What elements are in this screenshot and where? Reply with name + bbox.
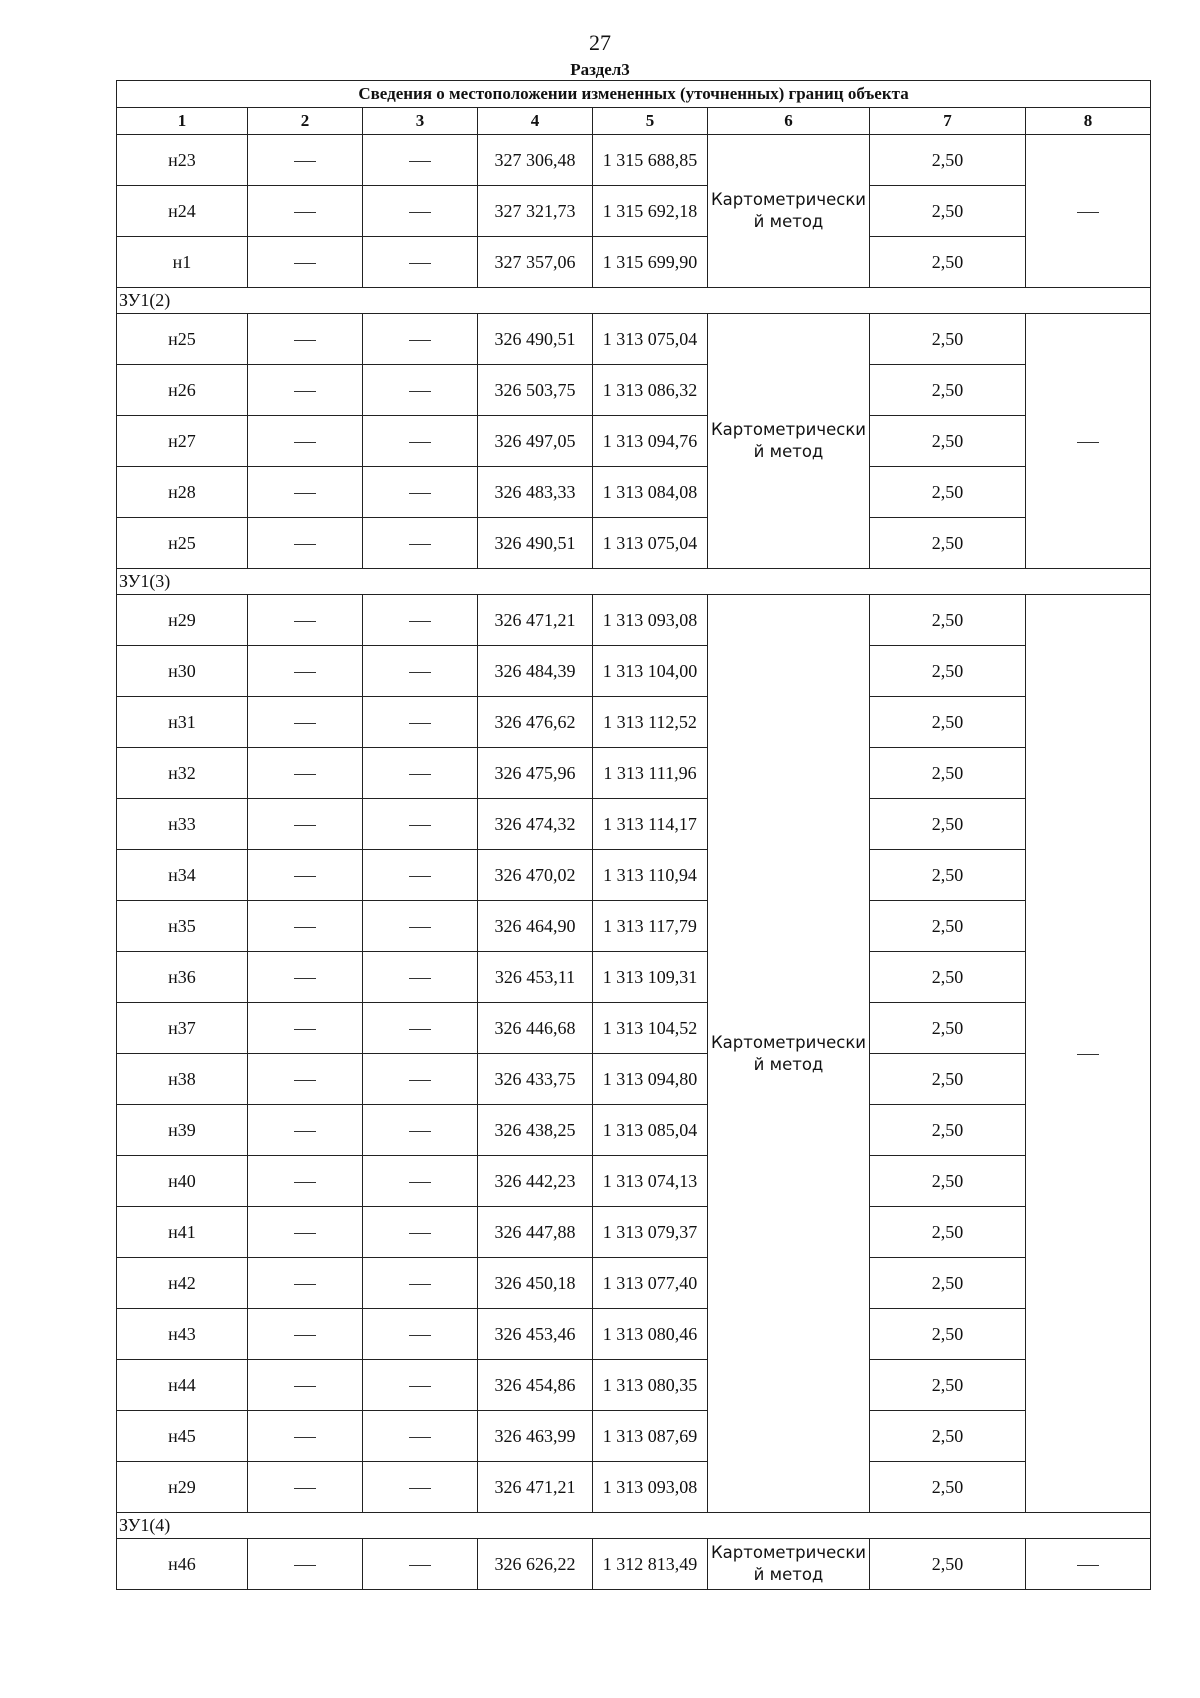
table-row bbox=[117, 1462, 1151, 1513]
y-coordinate-cell: 1 313 114,17 bbox=[593, 799, 708, 850]
accuracy-cell: 2,50 bbox=[870, 1309, 1026, 1360]
table-row bbox=[117, 952, 1151, 1003]
empty-value-cell bbox=[363, 1309, 478, 1360]
point-id-cell: н41 bbox=[117, 1207, 248, 1258]
table-row bbox=[117, 1054, 1151, 1105]
empty-value-cell bbox=[363, 595, 478, 646]
point-id-cell: н44 bbox=[117, 1360, 248, 1411]
x-coordinate-cell: 326 471,21 bbox=[478, 595, 593, 646]
y-coordinate-cell: 1 313 075,04 bbox=[593, 314, 708, 365]
column-number: 1 bbox=[117, 108, 248, 135]
y-coordinate-cell: 1 313 074,13 bbox=[593, 1156, 708, 1207]
table-row bbox=[117, 850, 1151, 901]
table-row bbox=[117, 646, 1151, 697]
accuracy-cell: 2,50 bbox=[870, 748, 1026, 799]
accuracy-cell: 2,50 bbox=[870, 314, 1026, 365]
dash-mark bbox=[294, 774, 316, 775]
dash-mark bbox=[409, 1565, 431, 1566]
dash-mark bbox=[409, 1437, 431, 1438]
dash-mark bbox=[294, 1182, 316, 1183]
dash-mark bbox=[294, 1386, 316, 1387]
x-coordinate-cell: 327 357,06 bbox=[478, 237, 593, 288]
y-coordinate-cell: 1 313 094,80 bbox=[593, 1054, 708, 1105]
empty-value-cell bbox=[248, 1207, 363, 1258]
empty-value-cell bbox=[363, 1360, 478, 1411]
dash-mark bbox=[409, 391, 431, 392]
accuracy-cell: 2,50 bbox=[870, 186, 1026, 237]
table-row bbox=[117, 1258, 1151, 1309]
empty-value-cell bbox=[248, 697, 363, 748]
column-number-row bbox=[117, 108, 1151, 135]
x-coordinate-cell: 326 453,11 bbox=[478, 952, 593, 1003]
x-coordinate-cell: 326 450,18 bbox=[478, 1258, 593, 1309]
empty-value-cell bbox=[363, 1539, 478, 1590]
boundary-coordinates-table bbox=[116, 80, 1151, 1590]
y-coordinate-cell: 1 313 104,00 bbox=[593, 646, 708, 697]
dash-mark bbox=[409, 1131, 431, 1132]
method-line-1: Картометрически bbox=[710, 1032, 867, 1052]
y-coordinate-cell: 1 313 109,31 bbox=[593, 952, 708, 1003]
table-row bbox=[117, 416, 1151, 467]
dash-mark bbox=[294, 1284, 316, 1285]
empty-value-cell bbox=[248, 186, 363, 237]
x-coordinate-cell: 326 471,21 bbox=[478, 1462, 593, 1513]
empty-value-cell bbox=[248, 1105, 363, 1156]
empty-value-cell bbox=[248, 237, 363, 288]
y-coordinate-cell: 1 313 104,52 bbox=[593, 1003, 708, 1054]
empty-value-cell bbox=[248, 1258, 363, 1309]
column-number: 8 bbox=[1026, 108, 1151, 135]
empty-value-cell bbox=[248, 901, 363, 952]
table-row bbox=[117, 186, 1151, 237]
dash-mark bbox=[294, 263, 316, 264]
empty-value-cell bbox=[363, 365, 478, 416]
dash-mark bbox=[409, 1182, 431, 1183]
x-coordinate-cell: 326 464,90 bbox=[478, 901, 593, 952]
y-coordinate-cell: 1 313 093,08 bbox=[593, 1462, 708, 1513]
empty-value-cell bbox=[363, 901, 478, 952]
empty-value-cell bbox=[363, 518, 478, 569]
y-coordinate-cell: 1 312 813,49 bbox=[593, 1539, 708, 1590]
y-coordinate-cell: 1 313 080,35 bbox=[593, 1360, 708, 1411]
y-coordinate-cell: 1 313 112,52 bbox=[593, 697, 708, 748]
x-coordinate-cell: 326 442,23 bbox=[478, 1156, 593, 1207]
dash-mark bbox=[409, 1488, 431, 1489]
dash-mark bbox=[409, 1386, 431, 1387]
method-line-2: й метод bbox=[753, 1565, 824, 1584]
empty-value-cell bbox=[363, 314, 478, 365]
group-header-row bbox=[117, 288, 1151, 314]
table-row bbox=[117, 1360, 1151, 1411]
y-coordinate-cell: 1 313 080,46 bbox=[593, 1309, 708, 1360]
x-coordinate-cell: 326 490,51 bbox=[478, 518, 593, 569]
empty-value-cell bbox=[248, 952, 363, 1003]
accuracy-cell: 2,50 bbox=[870, 799, 1026, 850]
dash-mark bbox=[294, 1437, 316, 1438]
y-coordinate-cell: 1 313 111,96 bbox=[593, 748, 708, 799]
dash-mark bbox=[409, 825, 431, 826]
method-line-1: Картометрически bbox=[710, 420, 867, 439]
method-cell bbox=[708, 314, 870, 569]
accuracy-cell: 2,50 bbox=[870, 1156, 1026, 1207]
empty-value-cell bbox=[248, 467, 363, 518]
y-coordinate-cell: 1 313 094,76 bbox=[593, 416, 708, 467]
empty-value-cell bbox=[363, 1207, 478, 1258]
dash-mark bbox=[1077, 1054, 1099, 1055]
dash-mark bbox=[409, 544, 431, 545]
point-id-cell: н45 bbox=[117, 1411, 248, 1462]
empty-value-cell bbox=[363, 1156, 478, 1207]
dash-mark bbox=[409, 340, 431, 341]
accuracy-cell: 2,50 bbox=[870, 901, 1026, 952]
y-coordinate-cell: 1 315 688,85 bbox=[593, 135, 708, 186]
empty-value-cell bbox=[363, 467, 478, 518]
empty-value-cell bbox=[363, 1411, 478, 1462]
point-id-cell: н1 bbox=[117, 237, 248, 288]
dash-mark bbox=[294, 1233, 316, 1234]
dash-mark bbox=[294, 672, 316, 673]
point-id-cell: н25 bbox=[117, 518, 248, 569]
column-number: 3 bbox=[363, 108, 478, 135]
group-label: ЗУ1(2) bbox=[117, 288, 1151, 314]
table-row bbox=[117, 365, 1151, 416]
column-8-cell bbox=[1026, 595, 1151, 1513]
point-id-cell: н40 bbox=[117, 1156, 248, 1207]
table-row bbox=[117, 1539, 1151, 1590]
x-coordinate-cell: 326 483,33 bbox=[478, 467, 593, 518]
x-coordinate-cell: 326 626,22 bbox=[478, 1539, 593, 1590]
point-id-cell: н28 bbox=[117, 467, 248, 518]
empty-value-cell bbox=[363, 952, 478, 1003]
empty-value-cell bbox=[248, 646, 363, 697]
empty-value-cell bbox=[248, 135, 363, 186]
x-coordinate-cell: 326 446,68 bbox=[478, 1003, 593, 1054]
group-header-row bbox=[117, 569, 1151, 595]
table-row bbox=[117, 595, 1151, 646]
dash-mark bbox=[1077, 442, 1099, 443]
empty-value-cell bbox=[248, 1003, 363, 1054]
accuracy-cell: 2,50 bbox=[870, 1360, 1026, 1411]
empty-value-cell bbox=[248, 1360, 363, 1411]
table-row bbox=[117, 1411, 1151, 1462]
empty-value-cell bbox=[363, 1258, 478, 1309]
x-coordinate-cell: 327 306,48 bbox=[478, 135, 593, 186]
dash-mark bbox=[409, 978, 431, 979]
dash-mark bbox=[294, 927, 316, 928]
column-8-cell bbox=[1026, 1539, 1151, 1590]
y-coordinate-cell: 1 313 093,08 bbox=[593, 595, 708, 646]
empty-value-cell bbox=[248, 314, 363, 365]
dash-mark bbox=[294, 493, 316, 494]
empty-value-cell bbox=[363, 237, 478, 288]
point-id-cell: н39 bbox=[117, 1105, 248, 1156]
x-coordinate-cell: 326 475,96 bbox=[478, 748, 593, 799]
point-id-cell: н34 bbox=[117, 850, 248, 901]
dash-mark bbox=[294, 825, 316, 826]
y-coordinate-cell: 1 313 110,94 bbox=[593, 850, 708, 901]
accuracy-cell: 2,50 bbox=[870, 467, 1026, 518]
dash-mark bbox=[409, 442, 431, 443]
dash-mark bbox=[294, 723, 316, 724]
dash-mark bbox=[409, 1233, 431, 1234]
table-row bbox=[117, 1156, 1151, 1207]
empty-value-cell bbox=[363, 1462, 478, 1513]
dash-mark bbox=[294, 1029, 316, 1030]
point-id-cell: н27 bbox=[117, 416, 248, 467]
point-id-cell: н29 bbox=[117, 595, 248, 646]
y-coordinate-cell: 1 313 084,08 bbox=[593, 467, 708, 518]
dash-mark bbox=[409, 1029, 431, 1030]
empty-value-cell bbox=[248, 1156, 363, 1207]
dash-mark bbox=[294, 876, 316, 877]
dash-mark bbox=[294, 1080, 316, 1081]
table-row bbox=[117, 1309, 1151, 1360]
accuracy-cell: 2,50 bbox=[870, 1411, 1026, 1462]
dash-mark bbox=[294, 212, 316, 213]
dash-mark bbox=[409, 774, 431, 775]
x-coordinate-cell: 326 463,99 bbox=[478, 1411, 593, 1462]
column-number: 5 bbox=[593, 108, 708, 135]
group-header-row bbox=[117, 1513, 1151, 1539]
empty-value-cell bbox=[363, 646, 478, 697]
method-line-2: й метод bbox=[753, 212, 824, 231]
method-line-2: й метод bbox=[753, 442, 824, 461]
accuracy-cell: 2,50 bbox=[870, 237, 1026, 288]
dash-mark bbox=[409, 1335, 431, 1336]
empty-value-cell bbox=[248, 1054, 363, 1105]
accuracy-cell: 2,50 bbox=[870, 952, 1026, 1003]
table-row bbox=[117, 467, 1151, 518]
dash-mark bbox=[294, 340, 316, 341]
point-id-cell: н42 bbox=[117, 1258, 248, 1309]
table-row bbox=[117, 237, 1151, 288]
accuracy-cell: 2,50 bbox=[870, 1054, 1026, 1105]
column-8-cell bbox=[1026, 314, 1151, 569]
point-id-cell: н33 bbox=[117, 799, 248, 850]
point-id-cell: н26 bbox=[117, 365, 248, 416]
dash-mark bbox=[409, 212, 431, 213]
dash-mark bbox=[409, 621, 431, 622]
accuracy-cell: 2,50 bbox=[870, 135, 1026, 186]
point-id-cell: н31 bbox=[117, 697, 248, 748]
page-number: 27 bbox=[589, 30, 611, 55]
empty-value-cell bbox=[363, 799, 478, 850]
y-coordinate-cell: 1 313 087,69 bbox=[593, 1411, 708, 1462]
point-id-cell: н38 bbox=[117, 1054, 248, 1105]
empty-value-cell bbox=[248, 365, 363, 416]
table-row bbox=[117, 135, 1151, 186]
dash-mark bbox=[409, 876, 431, 877]
y-coordinate-cell: 1 313 086,32 bbox=[593, 365, 708, 416]
accuracy-cell: 2,50 bbox=[870, 416, 1026, 467]
empty-value-cell bbox=[248, 1411, 363, 1462]
method-line-1: Картометрически bbox=[710, 190, 867, 209]
accuracy-cell: 2,50 bbox=[870, 1105, 1026, 1156]
dash-mark bbox=[294, 978, 316, 979]
empty-value-cell bbox=[248, 1539, 363, 1590]
dash-mark bbox=[409, 927, 431, 928]
method-cell bbox=[708, 595, 870, 1513]
column-number: 2 bbox=[248, 108, 363, 135]
dash-mark bbox=[409, 493, 431, 494]
table-row bbox=[117, 1207, 1151, 1258]
x-coordinate-cell: 326 470,02 bbox=[478, 850, 593, 901]
accuracy-cell: 2,50 bbox=[870, 850, 1026, 901]
accuracy-cell: 2,50 bbox=[870, 1207, 1026, 1258]
dash-mark bbox=[409, 723, 431, 724]
point-id-cell: н23 bbox=[117, 135, 248, 186]
y-coordinate-cell: 1 315 699,90 bbox=[593, 237, 708, 288]
point-id-cell: н46 bbox=[117, 1539, 248, 1590]
method-line-1: Картометрически bbox=[710, 1543, 867, 1562]
x-coordinate-cell: 326 433,75 bbox=[478, 1054, 593, 1105]
x-coordinate-cell: 326 490,51 bbox=[478, 314, 593, 365]
empty-value-cell bbox=[248, 748, 363, 799]
dash-mark bbox=[294, 1488, 316, 1489]
accuracy-cell: 2,50 bbox=[870, 1462, 1026, 1513]
column-number: 4 bbox=[478, 108, 593, 135]
table-row bbox=[117, 1003, 1151, 1054]
empty-value-cell bbox=[363, 697, 478, 748]
dash-mark bbox=[294, 391, 316, 392]
x-coordinate-cell: 326 484,39 bbox=[478, 646, 593, 697]
column-number: 7 bbox=[870, 108, 1026, 135]
empty-value-cell bbox=[248, 850, 363, 901]
empty-value-cell bbox=[248, 518, 363, 569]
dash-mark bbox=[409, 1284, 431, 1285]
accuracy-cell: 2,50 bbox=[870, 646, 1026, 697]
x-coordinate-cell: 326 503,75 bbox=[478, 365, 593, 416]
x-coordinate-cell: 326 454,86 bbox=[478, 1360, 593, 1411]
dash-mark bbox=[294, 1565, 316, 1566]
dash-mark bbox=[409, 161, 431, 162]
accuracy-cell: 2,50 bbox=[870, 697, 1026, 748]
empty-value-cell bbox=[248, 799, 363, 850]
empty-value-cell bbox=[248, 1309, 363, 1360]
table-row bbox=[117, 1105, 1151, 1156]
point-id-cell: н37 bbox=[117, 1003, 248, 1054]
group-label: ЗУ1(4) bbox=[117, 1513, 1151, 1539]
point-id-cell: н25 bbox=[117, 314, 248, 365]
accuracy-cell: 2,50 bbox=[870, 365, 1026, 416]
empty-value-cell bbox=[248, 595, 363, 646]
table-row bbox=[117, 901, 1151, 952]
group-label: ЗУ1(3) bbox=[117, 569, 1151, 595]
y-coordinate-cell: 1 313 077,40 bbox=[593, 1258, 708, 1309]
x-coordinate-cell: 326 474,32 bbox=[478, 799, 593, 850]
accuracy-cell: 2,50 bbox=[870, 1539, 1026, 1590]
table-row bbox=[117, 799, 1151, 850]
accuracy-cell: 2,50 bbox=[870, 1258, 1026, 1309]
empty-value-cell bbox=[363, 1003, 478, 1054]
empty-value-cell bbox=[248, 1462, 363, 1513]
dash-mark bbox=[1077, 1565, 1099, 1566]
y-coordinate-cell: 1 313 085,04 bbox=[593, 1105, 708, 1156]
dash-mark bbox=[294, 161, 316, 162]
point-id-cell: н43 bbox=[117, 1309, 248, 1360]
table-row bbox=[117, 697, 1151, 748]
x-coordinate-cell: 326 453,46 bbox=[478, 1309, 593, 1360]
point-id-cell: н32 bbox=[117, 748, 248, 799]
method-cell bbox=[708, 1539, 870, 1590]
empty-value-cell bbox=[363, 850, 478, 901]
y-coordinate-cell: 1 313 117,79 bbox=[593, 901, 708, 952]
empty-value-cell bbox=[363, 135, 478, 186]
dash-mark bbox=[409, 263, 431, 264]
column-8-cell bbox=[1026, 135, 1151, 288]
x-coordinate-cell: 326 447,88 bbox=[478, 1207, 593, 1258]
point-id-cell: н29 bbox=[117, 1462, 248, 1513]
empty-value-cell bbox=[363, 186, 478, 237]
dash-mark bbox=[1077, 212, 1099, 213]
point-id-cell: н36 bbox=[117, 952, 248, 1003]
dash-mark bbox=[294, 442, 316, 443]
dash-mark bbox=[294, 1335, 316, 1336]
method-line-2: й метод bbox=[753, 1054, 824, 1074]
accuracy-cell: 2,50 bbox=[870, 518, 1026, 569]
x-coordinate-cell: 327 321,73 bbox=[478, 186, 593, 237]
empty-value-cell bbox=[363, 1054, 478, 1105]
dash-mark bbox=[409, 1080, 431, 1081]
point-id-cell: н24 bbox=[117, 186, 248, 237]
y-coordinate-cell: 1 315 692,18 bbox=[593, 186, 708, 237]
empty-value-cell bbox=[363, 1105, 478, 1156]
method-cell bbox=[708, 135, 870, 288]
dash-mark bbox=[409, 672, 431, 673]
dash-mark bbox=[294, 544, 316, 545]
point-id-cell: н30 bbox=[117, 646, 248, 697]
x-coordinate-cell: 326 497,05 bbox=[478, 416, 593, 467]
y-coordinate-cell: 1 313 075,04 bbox=[593, 518, 708, 569]
dash-mark bbox=[294, 621, 316, 622]
column-number: 6 bbox=[708, 108, 870, 135]
table-caption: Сведения о местоположении измененных (уточненных) границ объекта bbox=[117, 81, 1151, 108]
dash-mark bbox=[294, 1131, 316, 1132]
table-row bbox=[117, 748, 1151, 799]
y-coordinate-cell: 1 313 079,37 bbox=[593, 1207, 708, 1258]
section-label: Раздел3 bbox=[570, 60, 630, 79]
empty-value-cell bbox=[248, 416, 363, 467]
accuracy-cell: 2,50 bbox=[870, 1003, 1026, 1054]
table-row bbox=[117, 314, 1151, 365]
x-coordinate-cell: 326 438,25 bbox=[478, 1105, 593, 1156]
empty-value-cell bbox=[363, 748, 478, 799]
table-row bbox=[117, 518, 1151, 569]
point-id-cell: н35 bbox=[117, 901, 248, 952]
empty-value-cell bbox=[363, 416, 478, 467]
accuracy-cell: 2,50 bbox=[870, 595, 1026, 646]
x-coordinate-cell: 326 476,62 bbox=[478, 697, 593, 748]
